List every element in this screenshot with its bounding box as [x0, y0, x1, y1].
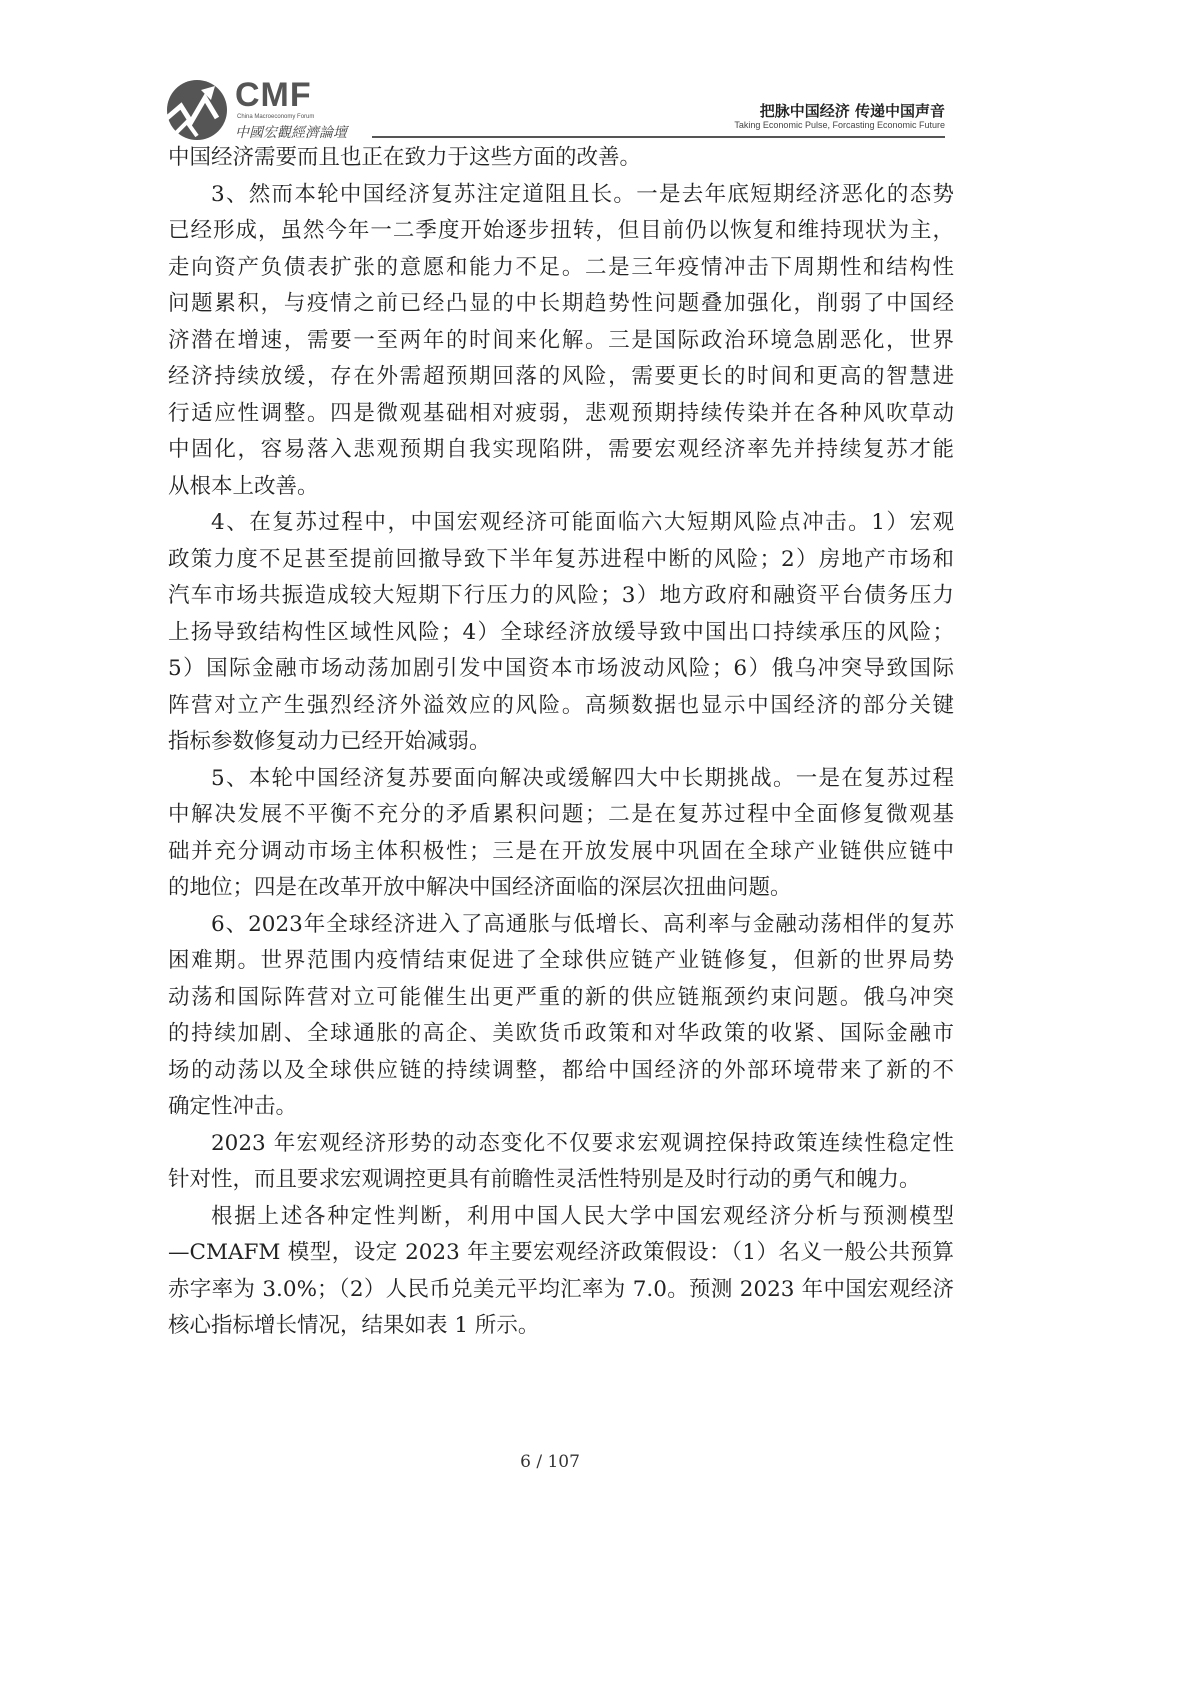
text-line: 指标参数修复动力已经开始减弱。: [168, 729, 491, 754]
text-line: 根据上述各种定性判断，利用中国人民大学中国宏观经济分析与预测模型: [211, 1203, 954, 1229]
paragraph: [168, 505, 954, 761]
text-line: 确定性冲击。: [168, 1094, 298, 1119]
slogan-chinese: 把脉中国经济 传递中国声音: [759, 102, 945, 120]
page-number: 6 / 107: [520, 1452, 580, 1472]
text-line: 中固化，容易落入悲观预期自我实现陷阱，需要宏观经济率先并持续复苏才能: [168, 437, 954, 462]
paragraph: [168, 177, 954, 506]
text-line: 5）国际金融市场动荡加剧引发中国资本市场波动风险；6）俄乌冲突导致国际: [168, 656, 954, 681]
text-line: 经济持续放缓，存在外需超预期回落的风险，需要更长的时间和更高的智慧进: [168, 364, 954, 389]
paragraph: [168, 761, 954, 907]
text-line: 3、然而本轮中国经济复苏注定道阻且长。一是去年底短期经济恶化的态势: [211, 181, 954, 207]
text-line: 困难期。世界范围内疫情结束促进了全球供应链产业链修复，但新的世界局势: [168, 948, 954, 973]
text-line: 场的动荡以及全球供应链的持续调整，都给中国经济的外部环境带来了新的不: [168, 1057, 954, 1083]
paragraph: [168, 907, 954, 1126]
text-line: 从根本上改善。: [168, 473, 319, 499]
text-line: 问题累积，与疫情之前已经凸显的中长期趋势性问题叠加强化，削弱了中国经: [168, 291, 954, 316]
text-line: 5、本轮中国经济复苏要面向解决或缓解四大中长期挑战。一是在复苏过程: [211, 765, 954, 791]
text-line: 行适应性调整。四是微观基础相对疲弱，悲观预期持续传染并在各种风吹草动: [168, 400, 954, 426]
text-line: 走向资产负债表扩张的意愿和能力不足。二是三年疫情冲击下周期性和结构性: [168, 254, 954, 280]
paragraph: [168, 140, 954, 177]
document-body: [168, 140, 954, 1345]
text-line: 4、在复苏过程中，中国宏观经济可能面临六大短期风险点冲击。1）宏观: [211, 510, 954, 535]
text-line: 中国经济需要而且也正在致力于这些方面的改善。: [168, 145, 642, 170]
text-line: 的持续加剧、全球通胀的高企、美欧货币政策和对华政策的收紧、国际金融市: [168, 1021, 954, 1046]
text-line: 的地位；四是在改革开放中解决中国经济面临的深层次扭曲问题。: [168, 875, 792, 900]
text-line: 2023 年宏观经济形势的动态变化不仅要求宏观调控保持政策连续性稳定性: [211, 1130, 954, 1156]
text-line: 6、2023年全球经济进入了高通胀与低增长、高利率与金融动荡相伴的复苏: [211, 911, 954, 937]
text-line: 核心指标增长情况，结果如表 1 所示。: [168, 1313, 540, 1338]
cmf-logo-icon: [165, 78, 235, 142]
text-line: 阵营对立产生强烈经济外溢效应的风险。高频数据也显示中国经济的部分关键: [168, 692, 954, 718]
text-line: 济潜在增速，需要一至两年的时间来化解。三是国际政治环境急剧恶化，世界: [168, 327, 954, 353]
text-line: 赤字率为 3.0%；（2）人民币兑美元平均汇率为 7.0。预测 2023 年中国宏观经济: [168, 1276, 954, 1302]
text-line: 上扬导致结构性区域性风险；4）全球经济放缓导致中国出口持续承压的风险；: [168, 619, 954, 645]
logo-english: China Macroeconomy Forum: [237, 114, 315, 120]
slogan-english: Taking Economic Pulse, Forcasting Economic Future: [734, 120, 945, 130]
paragraph: [168, 1199, 954, 1345]
text-line: 中解决发展不平衡不充分的矛盾累积问题；二是在复苏过程中全面修复微观基: [168, 802, 954, 827]
text-line: 政策力度不足甚至提前回撤导致下半年复苏进程中断的风险；2）房地产市场和: [168, 546, 954, 572]
page-header: [165, 78, 945, 144]
logo-text: CMF: [235, 76, 312, 114]
logo-chinese: 中國宏觀經濟論壇: [235, 125, 347, 141]
header-rule: [372, 136, 945, 138]
text-line: 针对性，而且要求宏观调控更具有前瞻性灵活性特别是及时行动的勇气和魄力。: [168, 1167, 921, 1192]
text-line: 已经形成，虽然今年一二季度开始逐步扭转，但目前仍以恢复和维持现状为主，: [168, 218, 954, 243]
paragraph: [168, 1126, 954, 1199]
text-line: 础并充分调动市场主体积极性；三是在开放发展中巩固在全球产业链供应链中: [168, 838, 954, 864]
text-line: —CMAFM 模型，设定 2023 年主要宏观经济政策假设：（1）名义一般公共预算: [168, 1240, 954, 1265]
text-line: 动荡和国际阵营对立可能催生出更严重的新的供应链瓶颈约束问题。俄乌冲突: [168, 984, 954, 1010]
text-line: 汽车市场共振造成较大短期下行压力的风险；3）地方政府和融资平台债务压力: [168, 583, 954, 608]
